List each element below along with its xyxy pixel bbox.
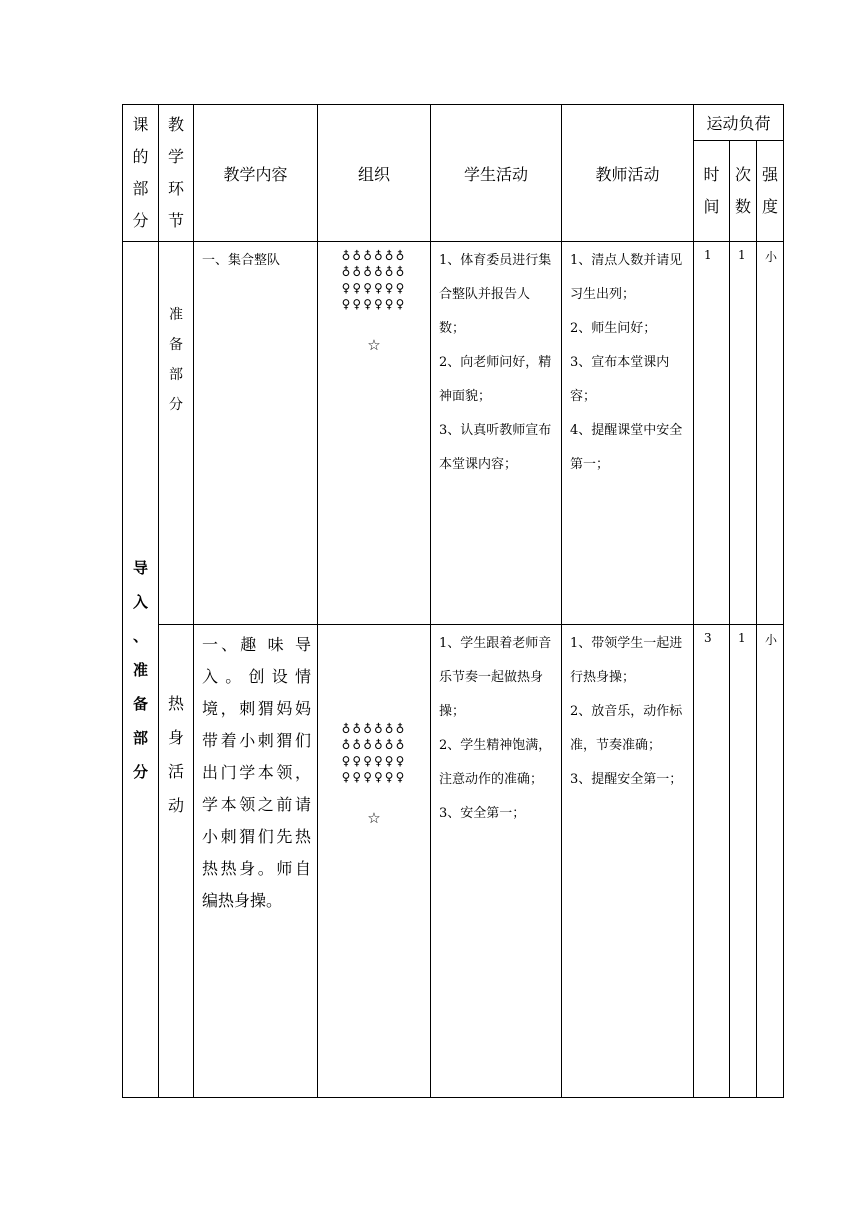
time-value: 1 xyxy=(694,242,730,625)
section-label: 导 入 、 准 备 部 分 xyxy=(123,242,159,1098)
header-time: 时 间 xyxy=(694,141,730,242)
teacher-activity-cell xyxy=(562,242,694,625)
content-cell: 一、集合整队 xyxy=(194,242,318,625)
header-student-activity: 学生活动 xyxy=(431,105,562,242)
formation-row: ♁♁♁♁♁♁ xyxy=(341,738,407,752)
list-item: 1、清点人数并请见习生出列； xyxy=(570,253,683,302)
list-item: 2、师生问好； xyxy=(570,321,657,336)
header-row xyxy=(123,105,784,141)
formation-row: ♀♀♀♀♀♀ xyxy=(341,770,407,784)
list-item: 1、体育委员进行集合整队并报告人数； xyxy=(439,253,552,336)
header-stage: 教 学 环 节 xyxy=(159,105,194,242)
header-exercise-load: 运动负荷 xyxy=(694,105,784,141)
table-row xyxy=(123,242,784,625)
list-item: 2、向老师问好，精神面貌； xyxy=(439,355,552,404)
list-item: 4、提醒课堂中安全第一； xyxy=(570,423,683,472)
time-value: 3 xyxy=(694,625,730,1098)
header-section: 课 的 部 分 xyxy=(123,105,159,242)
count-value: 1 xyxy=(730,242,757,625)
lesson-plan-table xyxy=(122,104,784,1098)
content-cell: 一、趣 味 导入。创设情境，刺猬妈妈带着小刺猬们出门学本领，学本领之前请小刺猬们先热热热身。师自编热身操。 xyxy=(194,625,318,1098)
student-activity-cell xyxy=(431,625,562,1098)
list-item: 1、带领学生一起进行热身操； xyxy=(570,636,683,685)
list-item: 3、认真听教师宣布本堂课内容； xyxy=(439,423,552,472)
intensity-value: 小 xyxy=(757,625,784,1098)
teacher-star-icon: ☆ xyxy=(367,336,381,354)
formation-row: ♀♀♀♀♀♀ xyxy=(341,297,407,311)
header-intensity: 强 度 xyxy=(757,141,784,242)
formation-row: ♁♁♁♁♁♁ xyxy=(341,265,407,279)
teacher-star-icon: ☆ xyxy=(367,809,381,827)
formation-row: ♁♁♁♁♁♁ xyxy=(341,722,407,736)
header-content: 教学内容 xyxy=(194,105,318,242)
header-organization: 组织 xyxy=(318,105,431,242)
stage-label: 准 备 部 分 xyxy=(159,242,194,625)
teacher-activity-cell xyxy=(562,625,694,1098)
list-item: 2、放音乐，动作标准，节奏准确； xyxy=(570,704,683,753)
table-row xyxy=(123,625,784,1098)
header-count: 次 数 xyxy=(730,141,757,242)
list-item: 3、宣布本堂课内容； xyxy=(570,355,670,404)
count-value: 1 xyxy=(730,625,757,1098)
list-item: 2、学生精神饱满，注意动作的准确； xyxy=(439,738,552,787)
intensity-value: 小 xyxy=(757,242,784,625)
list-item: 3、提醒安全第一； xyxy=(570,772,683,787)
formation-diagram xyxy=(318,242,431,625)
stage-label: 热 身 活 动 xyxy=(159,625,194,1098)
formation-row: ♁♁♁♁♁♁ xyxy=(341,249,407,263)
formation-row: ♀♀♀♀♀♀ xyxy=(341,281,407,295)
list-item: 3、安全第一； xyxy=(439,806,526,821)
student-activity-cell xyxy=(431,242,562,625)
formation-row: ♀♀♀♀♀♀ xyxy=(341,754,407,768)
header-teacher-activity: 教师活动 xyxy=(562,105,694,242)
formation-diagram xyxy=(318,625,431,1098)
list-item: 1、学生跟着老师音乐节奏一起做热身操； xyxy=(439,636,552,719)
